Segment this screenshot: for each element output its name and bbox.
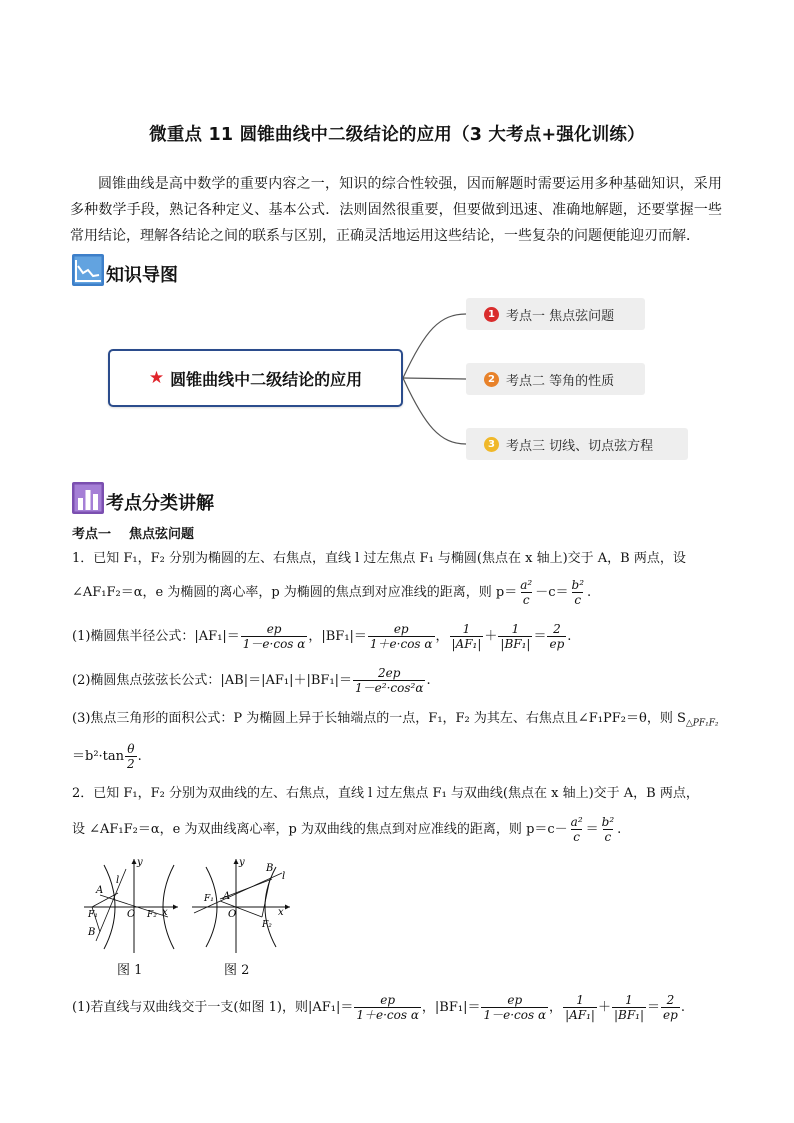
subsection-title xyxy=(72,523,194,542)
p2-item1-plus: ＋ xyxy=(597,1000,611,1015)
paragraph-2-line-2 xyxy=(72,815,732,844)
section-title-mindmap: 知识导图 xyxy=(106,265,178,286)
item1-eq: ＝ xyxy=(533,629,547,644)
focal-triangle-area-formula-cont xyxy=(72,742,732,771)
fraction-1-over-af: $\frac{1}{\text{|AF₁|}}$ xyxy=(451,622,482,651)
p2-item1-end: . xyxy=(680,1000,685,1015)
number-badge-3: 3 xyxy=(484,437,499,452)
branch-label-3: 考点三 切线、切点弦方程 xyxy=(506,438,654,454)
p2-item1-comma: ， xyxy=(549,1000,563,1015)
intro-paragraph xyxy=(70,171,722,249)
fraction-ep-over-minus: $\frac{ep}{\text{1－e·cos α}}$ xyxy=(242,622,306,651)
central-node-label: 圆锥曲线中二级结论的应用 xyxy=(170,369,363,389)
axis-label-x: x xyxy=(162,907,168,918)
item1-label: (1)椭圆焦半径公式：|AF₁|＝ xyxy=(72,629,240,644)
fraction-1-over-bf: $\frac{1}{\text{|BF₁|}}$ xyxy=(500,622,531,651)
fraction-a2-over-c-2: $\frac{\text{a²}}{c}$ xyxy=(570,815,583,844)
section-header-mindmap xyxy=(72,252,178,286)
branch-label-1: 考点一 焦点弦问题 xyxy=(506,308,615,324)
mind-map-branch-2 xyxy=(466,363,645,395)
axis-label-y-2: y xyxy=(239,857,245,868)
figure-1-caption: 图 1 xyxy=(117,963,143,978)
bar-chart-icon xyxy=(72,482,104,514)
hyperbola-figure-2 xyxy=(190,855,295,955)
point-a-label-2: A xyxy=(223,891,231,902)
p2-item1-label: (1)若直线与双曲线交于一支(如图 1)，则|AF₁|＝ xyxy=(72,1000,354,1015)
item1-comma: ， xyxy=(435,629,449,644)
line-l-label-2: l xyxy=(282,871,286,882)
point-a-label: A xyxy=(96,885,104,896)
fraction-2ep-over-len: $\frac{2ep}{\text{1－e²·cos²α}}$ xyxy=(355,666,424,695)
p2-line2-eq: ＝ xyxy=(585,822,599,837)
line-l-label: l xyxy=(116,875,120,886)
fraction-a2-over-c: $\frac{\text{a²}}{c}$ xyxy=(520,578,533,607)
p1-line2-minus: －c＝ xyxy=(535,585,569,600)
item3-end: . xyxy=(137,749,142,764)
mind-map xyxy=(0,290,794,470)
item1-plus: ＋ xyxy=(484,629,498,644)
mind-map-branch-3 xyxy=(466,428,688,460)
paragraph-2-line-1 xyxy=(72,783,732,805)
item1-bf: ，|BF₁|＝ xyxy=(308,629,367,644)
fraction-theta-over-2: $\frac{\theta}{2}$ xyxy=(127,742,135,771)
axis-label-x-2: x xyxy=(278,907,284,918)
fraction-2-over-ep: $\frac{2}{ep}$ xyxy=(549,622,565,651)
focus-f1-label-2: F₁ xyxy=(204,894,214,904)
fraction-b2-over-c: $\frac{\text{b²}}{c}$ xyxy=(571,578,585,607)
focus-f1-label: F₁ xyxy=(88,910,98,920)
p1-line1-text: 1．已知 F₁，F₂ 分别为椭圆的左、右焦点，直线 l 过左焦点 F₁ 与椭圆(焦点在 x 轴上)交于 A，B 两点，设 xyxy=(72,551,686,566)
mind-map-central-node xyxy=(108,349,403,407)
item2-end: . xyxy=(426,673,431,688)
number-badge-2: 2 xyxy=(484,372,499,387)
hyperbola-figure-1 xyxy=(82,855,182,955)
fraction-ep-over-plus-2: $\frac{ep}{\text{1＋e·cos α}}$ xyxy=(356,993,419,1022)
item2-label: (2)椭圆焦点弦弦长公式：|AB|＝|AF₁|＋|BF₁|＝ xyxy=(72,673,353,688)
p1-line2-text: ∠AF₁F₂＝α，e 为椭圆的离心率，p 为椭圆的焦点到对应准线的距离，则 p＝ xyxy=(72,585,518,600)
subsection-number: 考点一 xyxy=(72,527,112,542)
focus-f2-label: F₂ xyxy=(147,910,157,920)
paragraph-1-line-1 xyxy=(72,548,732,570)
fraction-ep-over-plus: $\frac{ep}{\text{1＋e·cos α}}$ xyxy=(369,622,433,651)
focus-f2-label-2: F₂ xyxy=(262,920,272,930)
point-b-label-2: B xyxy=(266,863,274,874)
chart-line-icon xyxy=(72,254,104,286)
item3-tan: ＝b²·tan xyxy=(72,749,125,764)
number-badge-1: 1 xyxy=(484,307,499,322)
focal-triangle-area-formula xyxy=(72,708,732,735)
item3-label: (3)焦点三角形的面积公式：P 为椭圆上异于长轴端点的一点，F₁，F₂ 为其左、右焦点且∠F₁PF₂＝θ，则 S xyxy=(72,711,686,726)
section-title-topics: 考点分类讲解 xyxy=(106,493,214,514)
intro-text: 圆锥曲线是高中数学的重要内容之一，知识的综合性较强，因而解题时需要运用多种基础知识，采用多种数学手段，熟记各种定义、基本公式．法则固然很重要，但要做到迅速、准确地解题，还要掌握一些常用结论，理解各结论之间的联系与区别，正确灵活地运用这些结论，一些复杂的问题便能迎刃而解． xyxy=(70,176,722,244)
fraction-1-over-bf-2: $\frac{1}{\text{|BF₁|}}$ xyxy=(613,993,645,1022)
paragraph-1-line-2 xyxy=(72,578,732,607)
p2-line2-end: . xyxy=(617,822,622,837)
p2-item1-eq: ＝ xyxy=(647,1000,661,1015)
item1-end: . xyxy=(567,629,572,644)
ellipse-chord-length-formula xyxy=(72,666,732,695)
star-icon: ★ xyxy=(148,368,165,388)
axis-label-y: y xyxy=(137,857,143,868)
origin-label: O xyxy=(127,909,136,920)
origin-label-2: O xyxy=(228,909,237,920)
fraction-ep-over-minus-2: $\frac{ep}{\text{1－e·cos α}}$ xyxy=(483,993,547,1022)
mind-map-branch-1 xyxy=(466,298,645,330)
fraction-b2-over-c-2: $\frac{\text{b²}}{c}$ xyxy=(601,815,615,844)
section-header-topics xyxy=(72,480,214,514)
fraction-2-over-ep-2: $\frac{2}{ep}$ xyxy=(663,993,678,1022)
p2-line2-text: 设 ∠AF₁F₂＝α，e 为双曲线离心率，p 为双曲线的焦点到对应准线的距离，则 p＝c－ xyxy=(72,822,568,837)
p2-line1-text: 2．已知 F₁，F₂ 分别为双曲线的左、右焦点，直线 l 过左焦点 F₁ 与双曲线(焦点在 x 轴上)交于 A，B 两点， xyxy=(72,786,699,801)
branch-label-2: 考点二 等角的性质 xyxy=(506,373,615,389)
figure-2-caption: 图 2 xyxy=(224,963,250,978)
item3-subscript: △PF₁F₂ xyxy=(685,718,719,729)
fraction-1-over-af-2: $\frac{1}{\text{|AF₁|}}$ xyxy=(565,993,595,1022)
p1-line2-end: . xyxy=(587,585,592,600)
ellipse-focal-radius-formula xyxy=(72,622,732,651)
subsection-name: 焦点弦问题 xyxy=(129,527,195,542)
p2-item1-bf: ，|BF₁|＝ xyxy=(421,1000,481,1015)
point-b-label: B xyxy=(88,927,96,938)
hyperbola-focal-radius-formula xyxy=(72,993,732,1022)
page-title: 微重点 11 圆锥曲线中二级结论的应用（3 大考点+强化训练） xyxy=(149,125,645,145)
